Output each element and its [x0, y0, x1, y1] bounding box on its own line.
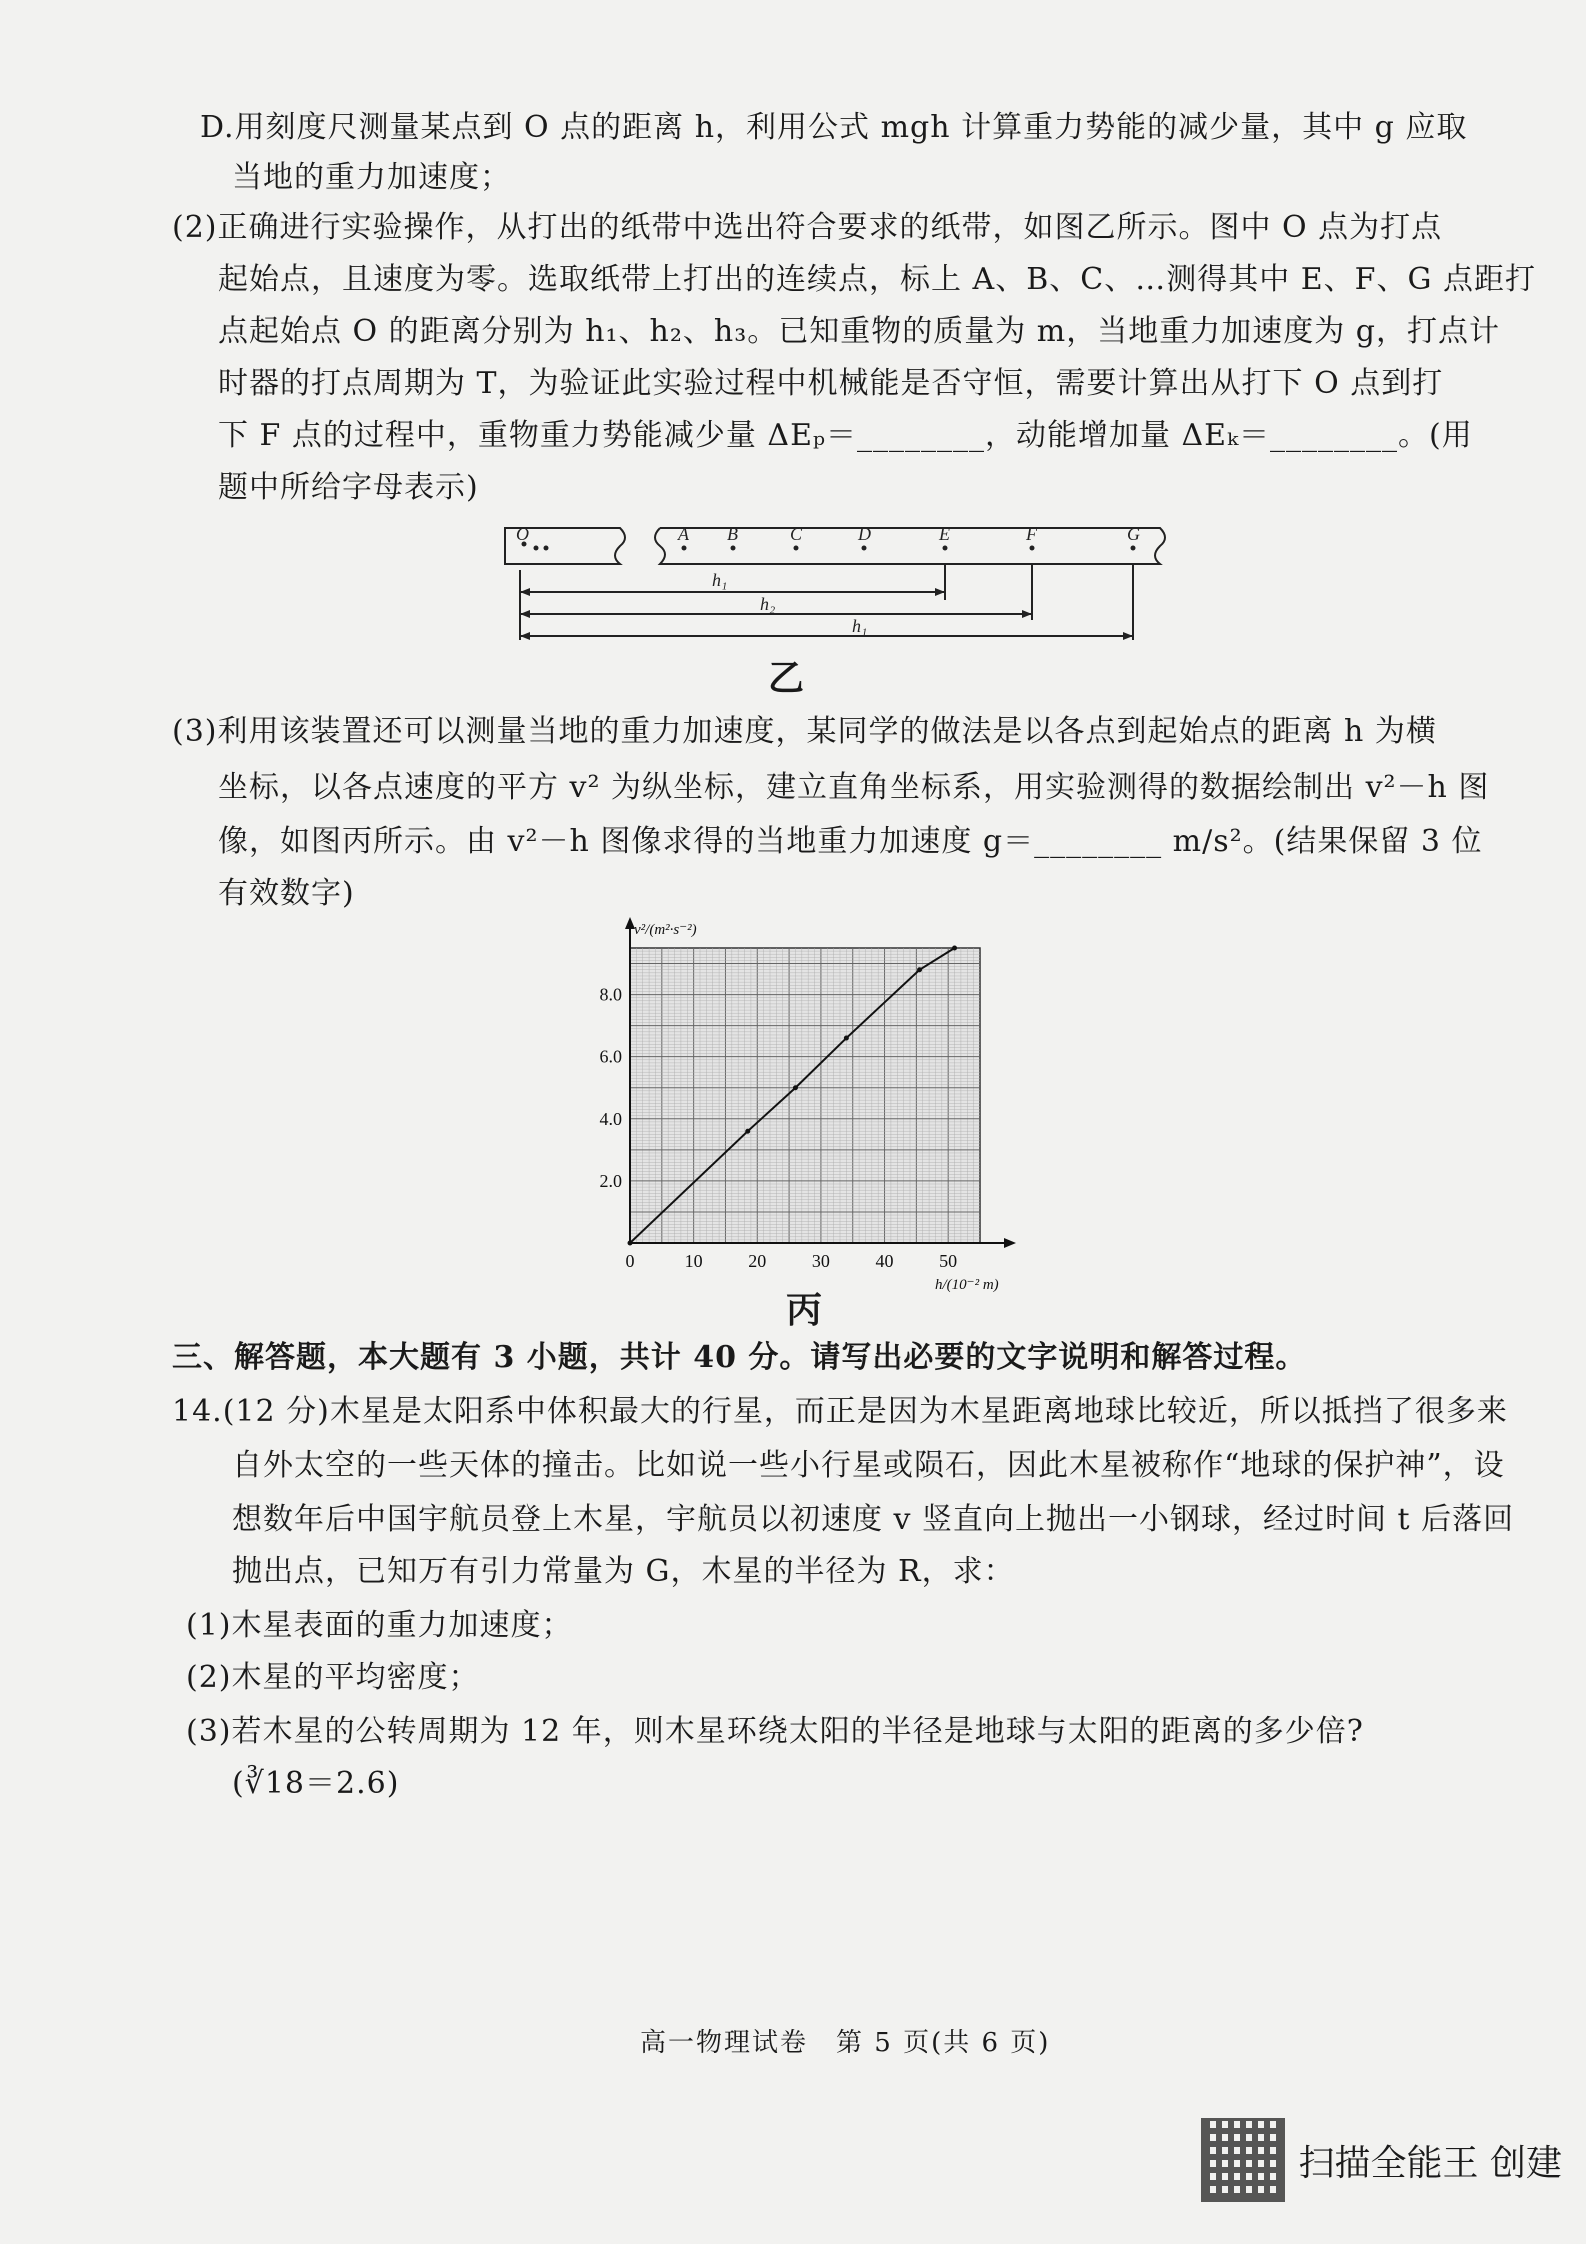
watermark-text: 扫描全能王 创建 — [1298, 2142, 1562, 2184]
part3-line-3: 像，如图丙所示。由 v²－h 图像求得的当地重力加速度 g＝________ m/s²。(结果保留 3 位 — [218, 824, 1483, 859]
tape-label-a: A — [678, 524, 689, 544]
tape-label-o: O — [516, 524, 529, 544]
x-tick-label: 0 — [625, 1251, 635, 1271]
q14-hint: (∛18＝2.6) — [232, 1766, 400, 1801]
paper-tape-figure — [500, 520, 1200, 690]
y-tick-label: 8.0 — [599, 984, 622, 1005]
option-d-line-1: D.用刻度尺测量某点到 O 点的距离 h，利用公式 mgh 计算重力势能的减少量，其中 g 应取 — [200, 110, 1468, 145]
scanner-watermark — [1201, 2118, 1562, 2202]
q14-sub-2: (2)木星的平均密度； — [186, 1660, 480, 1695]
tape-label-e: E — [939, 524, 950, 544]
data-point — [628, 1241, 633, 1246]
y-tick-label: 6.0 — [599, 1046, 622, 1067]
x-tick-label: 30 — [811, 1251, 830, 1271]
plot-area — [630, 948, 980, 1243]
y-tick-label: 4.0 — [599, 1108, 622, 1129]
part3-line-1: (3)利用该装置还可以测量当地的重力加速度，某同学的做法是以各点到起始点的距离 h 为横 — [172, 714, 1437, 749]
data-point — [793, 1085, 798, 1090]
part2-line-5: 下 F 点的过程中，重物重力势能减少量 ΔEₚ＝________，动能增加量 ΔEₖ＝________。(用 — [218, 418, 1473, 453]
x-tick-label: 10 — [684, 1251, 703, 1271]
x-tick-label: 20 — [748, 1251, 767, 1271]
part2-line-6: 题中所给字母表示) — [218, 470, 479, 505]
part3-line-2: 坐标，以各点速度的平方 v² 为纵坐标，建立直角坐标系，用实验测得的数据绘制出 v²－h 图 — [218, 770, 1490, 805]
x-axis-label: h/(10⁻² m) — [935, 1277, 999, 1293]
q14-sub-3: (3)若木星的公转周期为 12 年，则木星环绕太阳的半径是地球与太阳的距离的多少倍? — [186, 1714, 1364, 1749]
part2-line-4: 时器的打点周期为 T，为验证此实验过程中机械能是否守恒，需要计算出从打下 O 点到打 — [218, 366, 1444, 401]
q14-sub-1: (1)木星表面的重力加速度； — [186, 1608, 573, 1643]
part3-line-4: 有效数字) — [218, 876, 355, 911]
section3-heading: 三、解答题，本大题有 3 小题，共计 40 分。请写出必要的文字说明和解答过程。 — [172, 1340, 1307, 1375]
x-tick-label: 40 — [875, 1251, 894, 1271]
tape-label-f: F — [1026, 524, 1037, 544]
figure-bing-caption: 丙 — [786, 1290, 823, 1331]
tape-label-c: C — [790, 524, 803, 544]
tape-h1-label: h₁ — [712, 570, 728, 590]
q14-line-4: 抛出点，已知万有引力常量为 G，木星的半径为 R，求： — [232, 1554, 1015, 1589]
figure-yi-caption: 乙 — [768, 658, 805, 699]
q14-line-2: 自外太空的一些天体的撞击。比如说一些小行星或陨石，因此木星被称作“地球的保护神”，设 — [232, 1448, 1505, 1483]
qr-code-icon — [1201, 2118, 1285, 2202]
y-tick-label: 2.0 — [599, 1170, 622, 1191]
tape-h3-label: h₁ — [852, 616, 868, 636]
tape-label-d: D — [858, 524, 871, 544]
data-point — [952, 946, 957, 951]
x-axis-arrow — [1004, 1238, 1016, 1248]
data-point — [917, 967, 922, 972]
part2-line-1: (2)正确进行实验操作，从打出的纸带中选出符合要求的纸带，如图乙所示。图中 O 点为打点 — [172, 210, 1443, 245]
q14-line-1: 14.(12 分)木星是太阳系中体积最大的行星，而正是因为木星距离地球比较近，所以抵挡了很多来 — [172, 1394, 1508, 1429]
tape-label-b: B — [727, 524, 738, 544]
y-axis-label: v²/(m²·s⁻²) — [634, 922, 697, 938]
part2-line-3: 点起始点 O 的距离分别为 h₁、h₂、h₃。已知重物的质量为 m，当地重力加速度为 g，打点计 — [218, 314, 1500, 349]
data-point — [844, 1036, 849, 1041]
x-tick-label: 50 — [939, 1251, 958, 1271]
tape-h2-label: h₂ — [760, 594, 776, 614]
part2-line-2: 起始点，且速度为零。选取纸带上打出的连续点，标上 A、B、C、…测得其中 E、F、G 点距打 — [218, 262, 1536, 297]
data-point — [745, 1129, 750, 1134]
q14-line-3: 想数年后中国宇航员登上木星，宇航员以初速度 v 竖直向上抛出一小钢球，经过时间 t 后落回 — [232, 1502, 1515, 1537]
v2-h-chart — [560, 908, 1040, 1298]
option-d-line-2: 当地的重力加速度； — [232, 160, 511, 195]
page-footer: 高一物理试卷 第 5 页(共 6 页) — [640, 2028, 1051, 2058]
tape-label-g: G — [1127, 524, 1140, 544]
